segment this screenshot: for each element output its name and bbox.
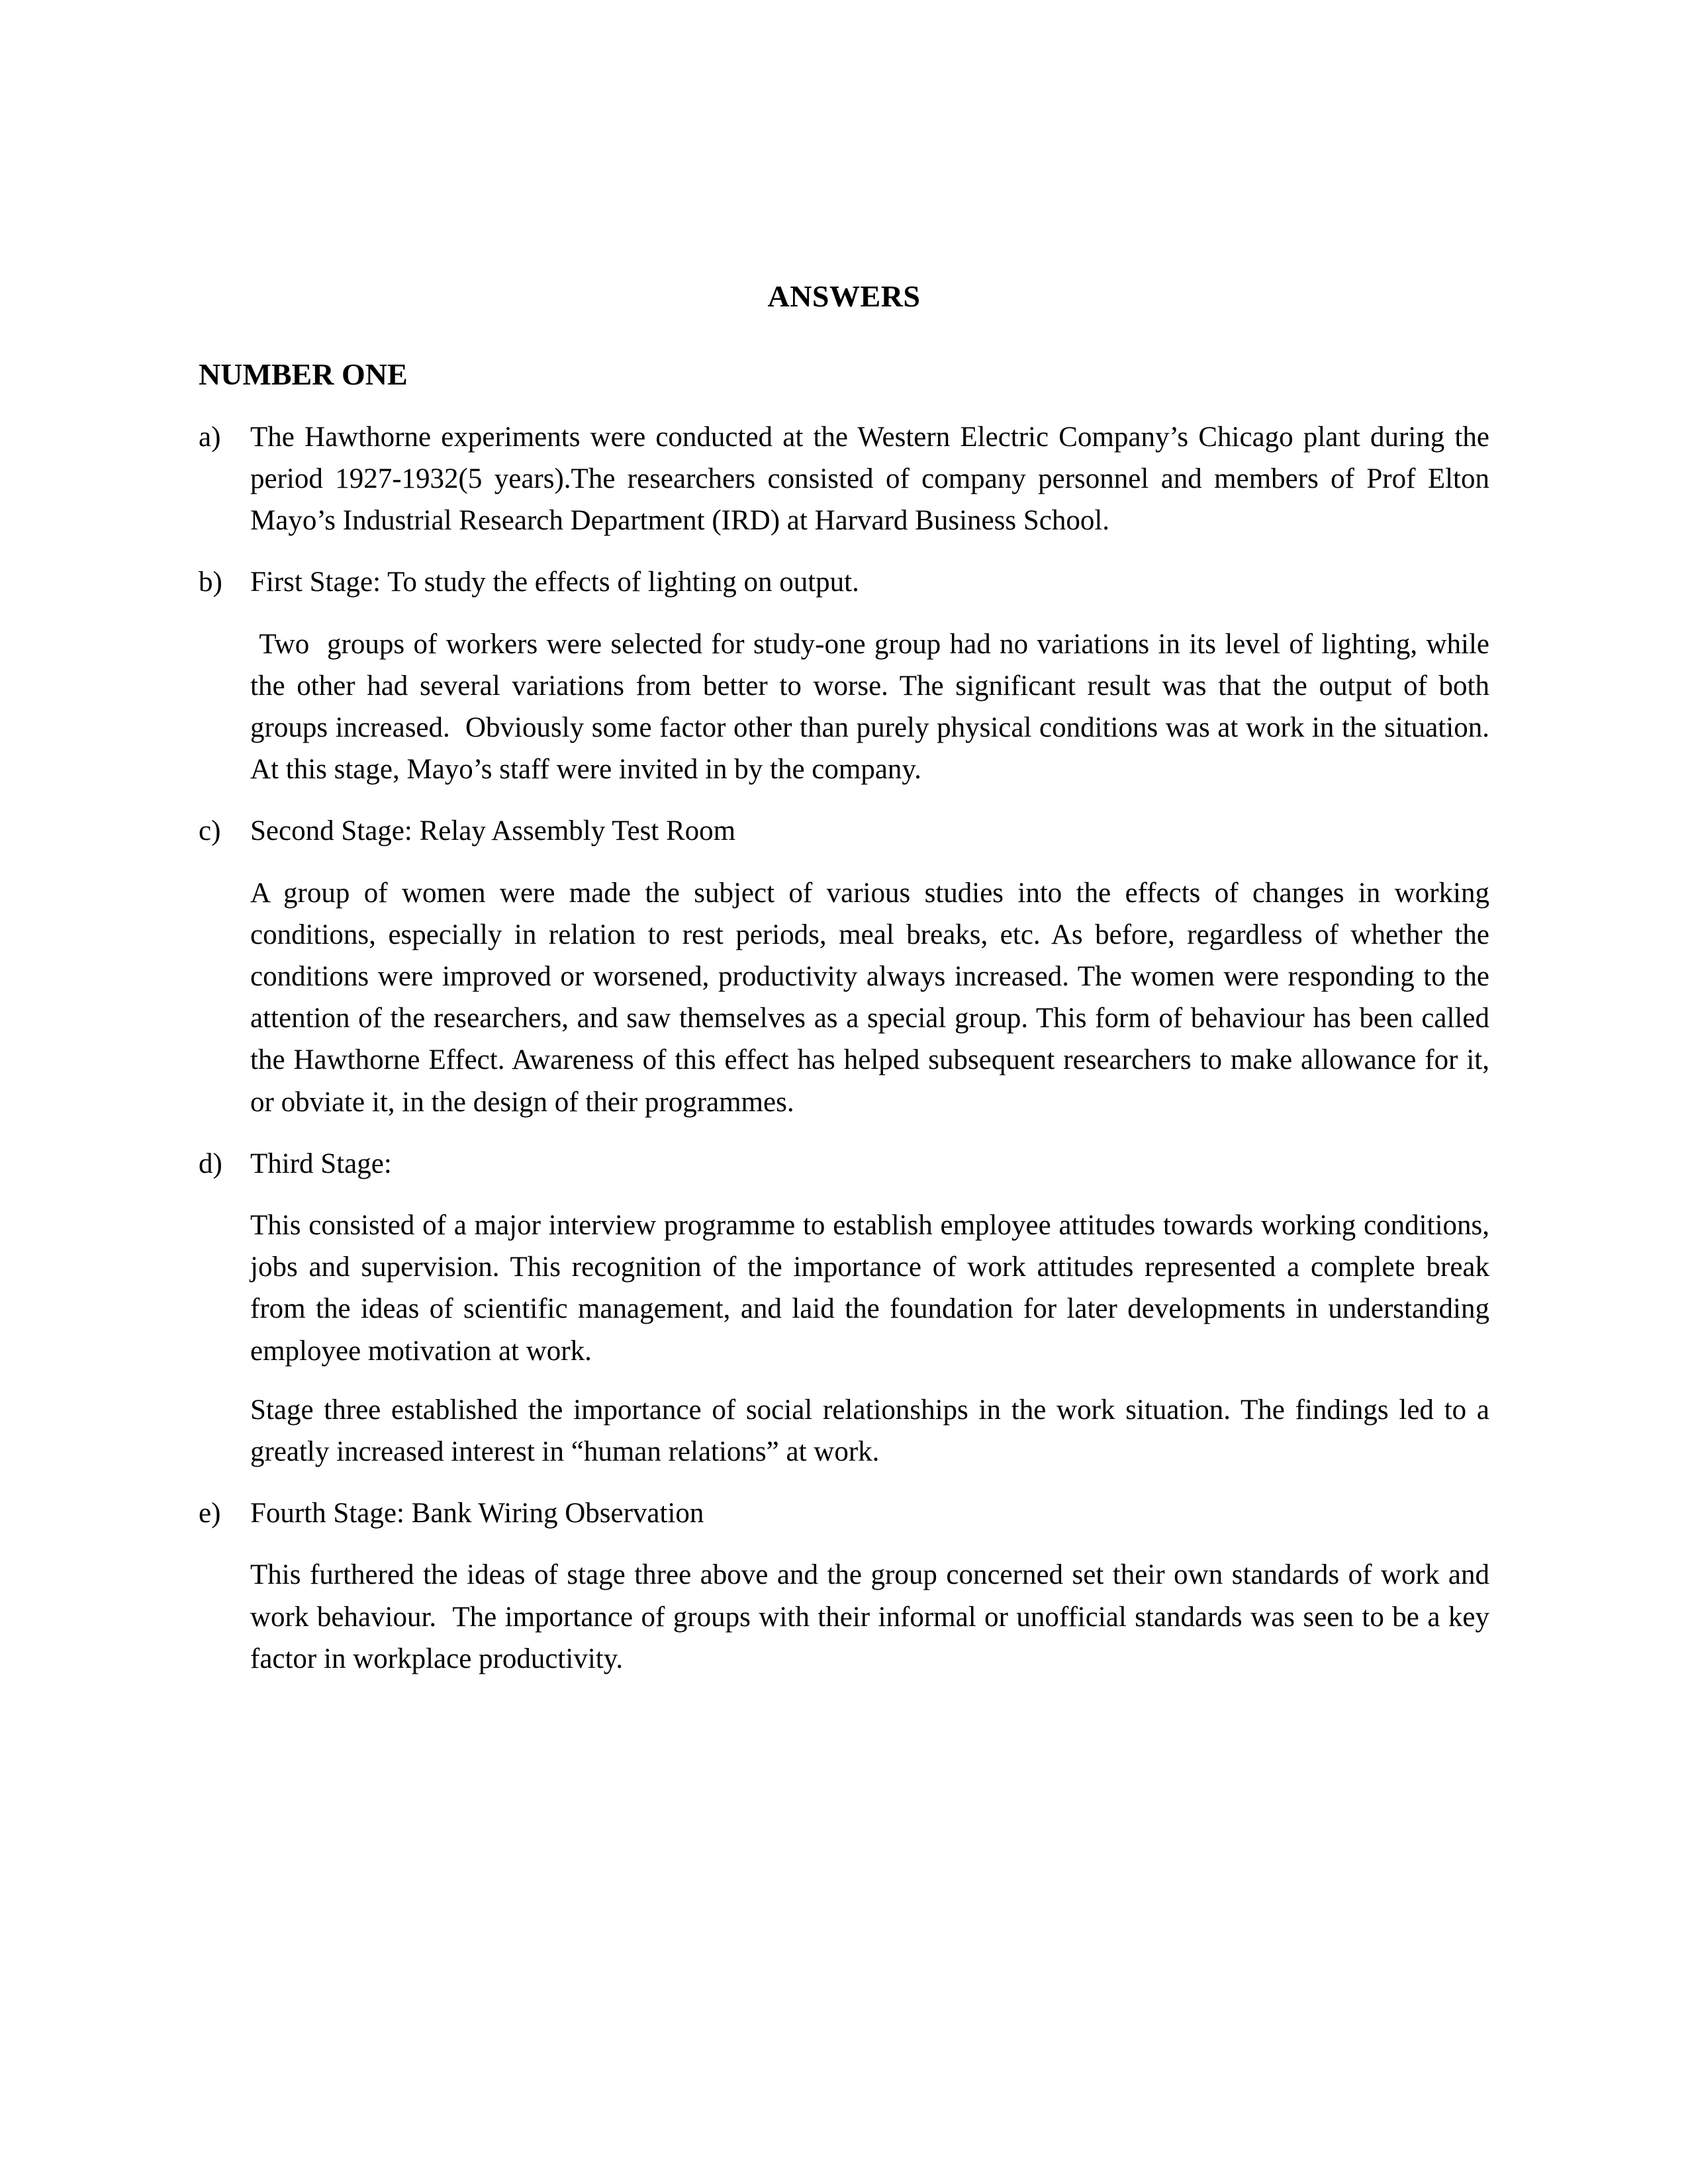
list-body-d [250,1143,1497,1473]
list-item-c [199,810,1497,1122]
list-item-b [199,561,1504,790]
list-marker-e: e) [199,1498,221,1529]
paragraph-c-1: Second Stage: Relay Assembly Test Room [250,815,736,847]
paragraph-d-1: Third Stage: [250,1148,392,1179]
paragraph-b-1: First Stage: To study the effects of lighting on output. [250,567,859,598]
list-body-c [250,810,1497,1122]
paragraph-d-3: Stage three established the importance of social relationships in the work situation. The findings led to a greatly increased interest in “human relations” at work. [250,1394,1497,1467]
paragraph-e-2: This furthered the ideas of stage three above and the group concerned set their own standards of work and work behaviour. The importance of groups with their informal or unofficial standards was seen to be a key factor in workplace productivity. [250,1559,1497,1674]
paragraph-a-1: The Hawthorne experiments were conducted at the Western Electric Company’s Chicago plant during the period 1927-1932(5 years).The researchers consisted of company personnel and members of Prof Elton Mayo’s Industrial Research Department (IRD) at Harvard Business School. [250,421,1497,537]
page-title: ANSWERS [767,279,921,313]
list-item-e [199,1492,1497,1680]
document-content [199,278,1504,1700]
paragraph-c-2: A group of women were made the subject of various studies into the effects of changes in working conditions, especially in relation to rest periods, meal breaks, etc. As before, regardless of whether the conditions were improved or worsened, productivity always increased. The women were responding to the attention of the researchers, and saw themselves as a special group. This form of behaviour has been called the Hawthorne Effect. Awareness of this effect has helped subsequent researchers to make allowance for it, or obviate it, in the design of their programmes. [250,877,1497,1118]
list-marker-a: a) [199,421,221,453]
list-marker-d: d) [199,1148,222,1179]
list-body-e [250,1492,1497,1680]
list-item-a [199,416,1497,542]
list-body-b [250,561,1504,790]
list-marker-b: b) [199,567,222,598]
paragraph-d-2: This consisted of a major interview programme to establish employee attitudes towards working conditions, jobs and supervision. This recognition of the importance of work attitudes represented a complete break from the ideas of scientific management, and laid the foundation for later developments in understanding employee motivation at work. [250,1209,1497,1367]
answers-list [199,416,1504,1680]
paragraph-b-2: Two groups of workers were selected for study-one group had no variations in its level of lighting, while the other had several variations from better to worse. The significant result was that the output of both groups increased. Obviously some factor other than purely physical conditions was at work in the situation. At this stage, Mayo’s staff were invited in by the company. [250,628,1504,786]
section-heading-number-one: NUMBER ONE [199,357,408,392]
list-marker-c: c) [199,815,221,847]
list-item-d [199,1143,1497,1473]
paragraph-e-1: Fourth Stage: Bank Wiring Observation [250,1498,704,1529]
list-body-a [250,416,1497,542]
